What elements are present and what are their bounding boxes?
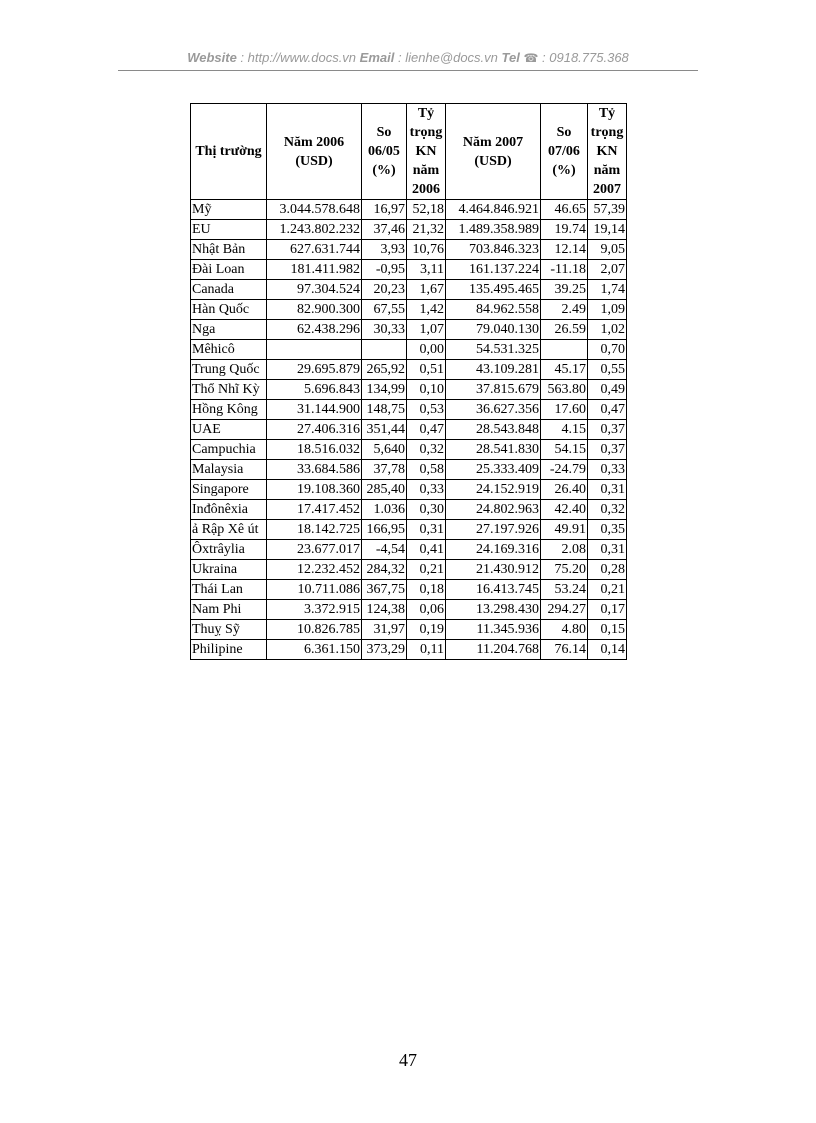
table-row: [191, 400, 627, 420]
cell-share-2006: 0,11: [407, 640, 446, 660]
cell-year-2007: 11.345.936: [446, 620, 541, 640]
cell-share-2007: 1,02: [588, 320, 627, 340]
cell-year-2006: 12.232.452: [267, 560, 362, 580]
cell-compare-06-05: 20,23: [362, 280, 407, 300]
table-row: [191, 600, 627, 620]
cell-year-2006: 10.826.785: [267, 620, 362, 640]
cell-compare-07-06: -24.79: [541, 460, 588, 480]
cell-year-2007: 16.413.745: [446, 580, 541, 600]
cell-share-2007: 0,49: [588, 380, 627, 400]
cell-year-2006: 3.372.915: [267, 600, 362, 620]
cell-compare-07-06: 45.17: [541, 360, 588, 380]
email-label: Email: [359, 50, 395, 65]
cell-share-2007: 0,15: [588, 620, 627, 640]
website-separator: :: [236, 50, 248, 65]
cell-year-2006: 5.696.843: [267, 380, 362, 400]
cell-year-2006: 27.406.316: [267, 420, 362, 440]
cell-compare-07-06: 39.25: [541, 280, 588, 300]
cell-year-2007: 79.040.130: [446, 320, 541, 340]
cell-market: Campuchia: [191, 440, 267, 460]
cell-year-2007: 28.541.830: [446, 440, 541, 460]
cell-year-2006: 3.044.578.648: [267, 200, 362, 220]
tel-value: : 0918.775.368: [538, 50, 629, 65]
cell-compare-06-05: 148,75: [362, 400, 407, 420]
cell-market: Đài Loan: [191, 260, 267, 280]
cell-market: Mêhicô: [191, 340, 267, 360]
cell-share-2006: 1,07: [407, 320, 446, 340]
cell-market: Singapore: [191, 480, 267, 500]
cell-compare-07-06: 2.08: [541, 540, 588, 560]
cell-year-2006: 62.438.296: [267, 320, 362, 340]
cell-market: Mỹ: [191, 200, 267, 220]
cell-share-2006: 0,10: [407, 380, 446, 400]
cell-compare-06-05: 1.036: [362, 500, 407, 520]
table-row: [191, 540, 627, 560]
cell-share-2007: 0,17: [588, 600, 627, 620]
table-row: [191, 200, 627, 220]
table-row: [191, 280, 627, 300]
cell-market: Ukraina: [191, 560, 267, 580]
cell-market: EU: [191, 220, 267, 240]
cell-compare-06-05: [362, 340, 407, 360]
cell-share-2006: 0,51: [407, 360, 446, 380]
cell-market: Trung Quốc: [191, 360, 267, 380]
table-row: [191, 220, 627, 240]
cell-year-2006: 82.900.300: [267, 300, 362, 320]
cell-compare-07-06: 26.59: [541, 320, 588, 340]
cell-year-2006: 23.677.017: [267, 540, 362, 560]
cell-share-2006: 0,32: [407, 440, 446, 460]
email-value: lienhe@docs.vn: [405, 50, 498, 65]
cell-year-2007: 24.802.963: [446, 500, 541, 520]
cell-compare-07-06: 49.91: [541, 520, 588, 540]
cell-share-2007: 19,14: [588, 220, 627, 240]
cell-share-2007: 0,31: [588, 480, 627, 500]
cell-share-2006: 0,18: [407, 580, 446, 600]
table-row: [191, 560, 627, 580]
cell-share-2007: 0,70: [588, 340, 627, 360]
cell-year-2007: 1.489.358.989: [446, 220, 541, 240]
cell-share-2007: 1,74: [588, 280, 627, 300]
cell-compare-06-05: 30,33: [362, 320, 407, 340]
cell-share-2006: 0,58: [407, 460, 446, 480]
cell-market: Nhật Bản: [191, 240, 267, 260]
cell-compare-07-06: 17.60: [541, 400, 588, 420]
cell-year-2006: 29.695.879: [267, 360, 362, 380]
cell-compare-07-06: 294.27: [541, 600, 588, 620]
cell-compare-07-06: 75.20: [541, 560, 588, 580]
table-row: [191, 640, 627, 660]
cell-compare-06-05: 67,55: [362, 300, 407, 320]
cell-year-2006: 6.361.150: [267, 640, 362, 660]
header-divider: [118, 70, 698, 71]
cell-compare-07-06: 54.15: [541, 440, 588, 460]
cell-share-2007: 2,07: [588, 260, 627, 280]
cell-compare-07-06: 12.14: [541, 240, 588, 260]
tel-label: Tel: [501, 50, 520, 65]
table-row: [191, 620, 627, 640]
cell-share-2006: 0,41: [407, 540, 446, 560]
cell-year-2007: 13.298.430: [446, 600, 541, 620]
cell-compare-07-06: 4.80: [541, 620, 588, 640]
cell-share-2006: 0,47: [407, 420, 446, 440]
cell-year-2007: 84.962.558: [446, 300, 541, 320]
header-year-2007: Năm 2007 (USD): [446, 104, 541, 200]
cell-year-2007: 37.815.679: [446, 380, 541, 400]
cell-market: Ôxtrâylia: [191, 540, 267, 560]
cell-share-2006: 0,00: [407, 340, 446, 360]
cell-market: Thổ Nhĩ Kỳ: [191, 380, 267, 400]
cell-compare-07-06: 4.15: [541, 420, 588, 440]
cell-share-2007: 0,32: [588, 500, 627, 520]
table-row: [191, 360, 627, 380]
table-row: [191, 500, 627, 520]
cell-market: Nga: [191, 320, 267, 340]
table-row: [191, 340, 627, 360]
cell-share-2006: 3,11: [407, 260, 446, 280]
cell-compare-07-06: 42.40: [541, 500, 588, 520]
cell-year-2007: 28.543.848: [446, 420, 541, 440]
cell-year-2007: 21.430.912: [446, 560, 541, 580]
cell-year-2007: 24.152.919: [446, 480, 541, 500]
cell-market: Thái Lan: [191, 580, 267, 600]
cell-compare-06-05: 37,78: [362, 460, 407, 480]
cell-share-2006: 0,21: [407, 560, 446, 580]
cell-year-2007: 703.846.323: [446, 240, 541, 260]
cell-compare-07-06: 46.65: [541, 200, 588, 220]
cell-market: Malaysia: [191, 460, 267, 480]
page-number: 47: [399, 1050, 417, 1070]
cell-year-2006: 17.417.452: [267, 500, 362, 520]
cell-market: ả Rập Xê út: [191, 520, 267, 540]
cell-share-2007: 0,14: [588, 640, 627, 660]
cell-market: Inđônêxia: [191, 500, 267, 520]
cell-compare-06-05: 16,97: [362, 200, 407, 220]
cell-share-2006: 0,53: [407, 400, 446, 420]
cell-share-2006: 0,30: [407, 500, 446, 520]
telephone-icon: ☎: [523, 51, 539, 65]
export-market-table: [190, 103, 627, 660]
cell-year-2006: 97.304.524: [267, 280, 362, 300]
cell-year-2007: 54.531.325: [446, 340, 541, 360]
table-row: [191, 420, 627, 440]
cell-share-2007: 0,37: [588, 420, 627, 440]
cell-year-2007: 11.204.768: [446, 640, 541, 660]
cell-year-2007: 4.464.846.921: [446, 200, 541, 220]
cell-year-2006: 1.243.802.232: [267, 220, 362, 240]
table-row: [191, 260, 627, 280]
cell-share-2006: 10,76: [407, 240, 446, 260]
cell-market: Thuỵ Sỹ: [191, 620, 267, 640]
cell-year-2006: 627.631.744: [267, 240, 362, 260]
cell-year-2006: 18.142.725: [267, 520, 362, 540]
cell-compare-06-05: 373,29: [362, 640, 407, 660]
cell-share-2007: 0,33: [588, 460, 627, 480]
cell-share-2007: 0,35: [588, 520, 627, 540]
cell-market: UAE: [191, 420, 267, 440]
page-header: [0, 50, 816, 65]
table-row: [191, 460, 627, 480]
cell-year-2006: 31.144.900: [267, 400, 362, 420]
table-row: [191, 580, 627, 600]
cell-share-2006: 1,42: [407, 300, 446, 320]
email-separator: :: [394, 50, 406, 65]
cell-year-2006: 181.411.982: [267, 260, 362, 280]
cell-share-2006: 21,32: [407, 220, 446, 240]
cell-share-2007: 0,55: [588, 360, 627, 380]
cell-compare-06-05: 124,38: [362, 600, 407, 620]
cell-market: Hồng Kông: [191, 400, 267, 420]
cell-year-2007: 24.169.316: [446, 540, 541, 560]
cell-compare-06-05: 284,32: [362, 560, 407, 580]
table-row: [191, 380, 627, 400]
cell-compare-07-06: 76.14: [541, 640, 588, 660]
cell-compare-07-06: -11.18: [541, 260, 588, 280]
cell-year-2007: 36.627.356: [446, 400, 541, 420]
cell-compare-06-05: 134,99: [362, 380, 407, 400]
cell-share-2006: 0,31: [407, 520, 446, 540]
cell-market: Canada: [191, 280, 267, 300]
cell-share-2007: 1,09: [588, 300, 627, 320]
cell-year-2006: 18.516.032: [267, 440, 362, 460]
cell-year-2007: 135.495.465: [446, 280, 541, 300]
cell-compare-06-05: 5,640: [362, 440, 407, 460]
cell-compare-07-06: 19.74: [541, 220, 588, 240]
header-share-2007: Tỷ trọng KN năm 2007: [588, 104, 627, 200]
table-row: [191, 520, 627, 540]
cell-compare-06-05: 265,92: [362, 360, 407, 380]
cell-share-2007: 0,28: [588, 560, 627, 580]
cell-compare-06-05: 31,97: [362, 620, 407, 640]
cell-share-2006: 52,18: [407, 200, 446, 220]
cell-compare-07-06: [541, 340, 588, 360]
cell-year-2007: 43.109.281: [446, 360, 541, 380]
header-share-2006: Tỷ trọng KN năm 2006: [407, 104, 446, 200]
table-row: [191, 240, 627, 260]
cell-share-2006: 1,67: [407, 280, 446, 300]
cell-compare-06-05: 367,75: [362, 580, 407, 600]
cell-share-2006: 0,33: [407, 480, 446, 500]
cell-market: Philipine: [191, 640, 267, 660]
cell-share-2007: 0,31: [588, 540, 627, 560]
cell-share-2006: 0,19: [407, 620, 446, 640]
website-label: Website: [187, 50, 237, 65]
cell-compare-07-06: 53.24: [541, 580, 588, 600]
cell-market: Hàn Quốc: [191, 300, 267, 320]
cell-share-2007: 57,39: [588, 200, 627, 220]
table-row: [191, 300, 627, 320]
cell-compare-06-05: 351,44: [362, 420, 407, 440]
cell-share-2007: 9,05: [588, 240, 627, 260]
cell-year-2006: 19.108.360: [267, 480, 362, 500]
cell-year-2006: 10.711.086: [267, 580, 362, 600]
cell-compare-07-06: 26.40: [541, 480, 588, 500]
table-header-row: [191, 104, 627, 200]
cell-year-2006: 33.684.586: [267, 460, 362, 480]
cell-compare-07-06: 563.80: [541, 380, 588, 400]
website-url: http://www.docs.vn: [247, 50, 357, 65]
cell-share-2007: 0,47: [588, 400, 627, 420]
table-body: [191, 200, 627, 660]
cell-market: Nam Phi: [191, 600, 267, 620]
cell-share-2007: 0,21: [588, 580, 627, 600]
cell-compare-07-06: 2.49: [541, 300, 588, 320]
cell-compare-06-05: -4,54: [362, 540, 407, 560]
header-year-2006: Năm 2006 (USD): [267, 104, 362, 200]
cell-share-2007: 0,37: [588, 440, 627, 460]
cell-compare-06-05: 37,46: [362, 220, 407, 240]
header-compare-07-06: So 07/06 (%): [541, 104, 588, 200]
cell-year-2007: 161.137.224: [446, 260, 541, 280]
cell-share-2006: 0,06: [407, 600, 446, 620]
header-compare-06-05: So 06/05 (%): [362, 104, 407, 200]
cell-compare-06-05: 285,40: [362, 480, 407, 500]
cell-compare-06-05: -0,95: [362, 260, 407, 280]
table-row: [191, 480, 627, 500]
cell-compare-06-05: 166,95: [362, 520, 407, 540]
cell-year-2007: 25.333.409: [446, 460, 541, 480]
cell-year-2006: [267, 340, 362, 360]
header-market: Thị trường: [191, 104, 267, 200]
cell-compare-06-05: 3,93: [362, 240, 407, 260]
table-row: [191, 440, 627, 460]
cell-year-2007: 27.197.926: [446, 520, 541, 540]
table-row: [191, 320, 627, 340]
